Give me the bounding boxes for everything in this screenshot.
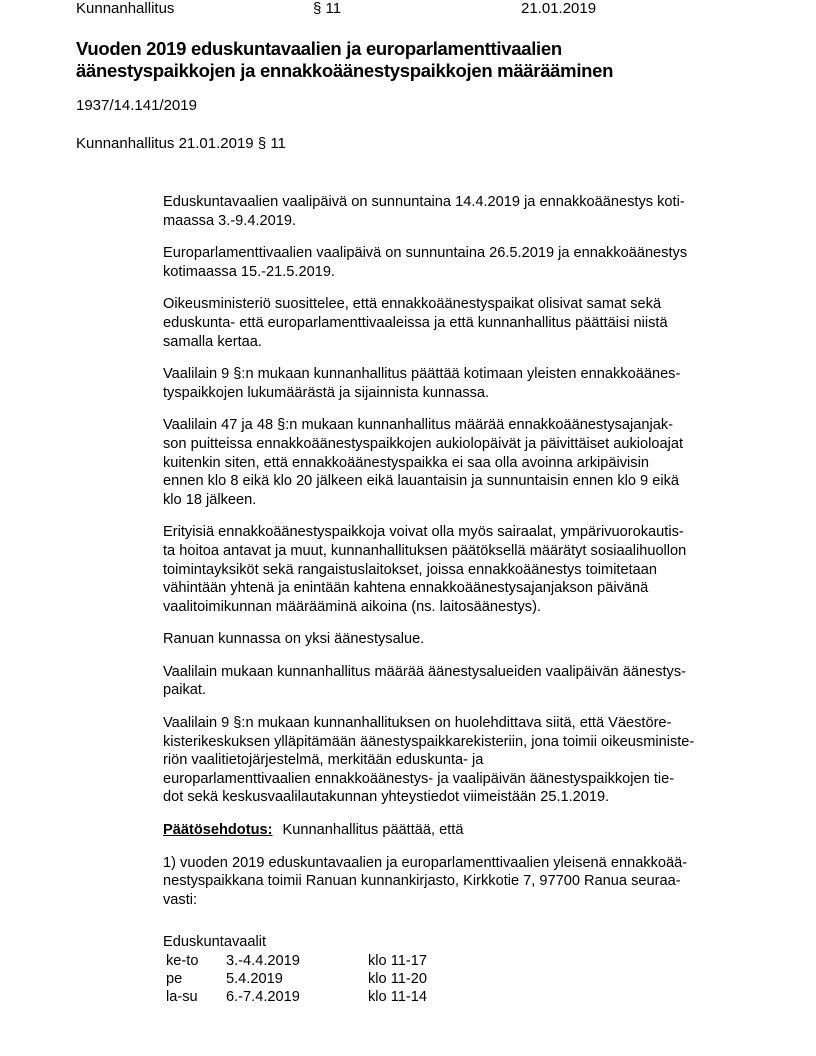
paragraph	[163, 630, 763, 649]
table-row	[163, 952, 427, 970]
paragraph-line: kotimaassa 15.-21.5.2019.	[163, 263, 335, 280]
item-line: vasti:	[163, 891, 198, 908]
paragraph-line: klo 18 jälkeen.	[163, 491, 257, 508]
header-date: 21.01.2019	[521, 0, 597, 17]
proposal-label: Päätösehdotus:	[163, 822, 273, 839]
dates: 3.-4.4.2019	[226, 953, 300, 969]
paragraph-line: Erityisiä ennakkoäänestyspaikkoja voivat olla myös sairaalat, ympärivuorokautis-	[163, 524, 684, 541]
paragraph-line: tyspaikkojen lukumäärästä ja sijainnista kunnassa.	[163, 384, 490, 401]
paragraph-line: ta hoitoa antavat ja muut, kunnanhallituksen päätöksellä määrätyt sosiaalihuollon	[163, 542, 687, 559]
paragraph-line: Ranuan kunnassa on yksi äänestysalue.	[163, 631, 425, 648]
proposal-text: Kunnanhallitus päättää, että	[282, 822, 464, 839]
hours: klo 11-20	[368, 971, 427, 987]
paragraph-line: Vaalilain mukaan kunnanhallitus määrää äänestysalueiden vaalipäivän äänestys-	[163, 663, 687, 680]
header-body: Kunnanhallitus	[76, 0, 175, 17]
paragraph	[163, 714, 763, 807]
item-1	[163, 854, 763, 910]
paragraph-line: vähintään yhtenä ja enintään kahtena ennakkoäänestysajanjakson päivänä	[163, 580, 649, 597]
paragraph-line: eduskunta- että europarlamenttivaaleissa ja että kunnanhallitus päättäisi niistä	[163, 314, 668, 331]
days: pe	[166, 971, 183, 987]
table-row	[163, 970, 427, 988]
reference-number: 1937/14.141/2019	[76, 97, 197, 114]
paragraph-line: Europarlamenttivaalien vaalipäivä on sunnuntaina 26.5.2019 ja ennakkoäänestys	[163, 245, 688, 262]
paragraph-line: samalla kertaa.	[163, 333, 262, 350]
table-row	[163, 988, 427, 1006]
paragraph-line: Eduskuntavaalien vaalipäivä on sunnuntaina 14.4.2019 ja ennakkoäänestys koti-	[163, 194, 685, 210]
paragraph-line: Vaalilain 9 §:n mukaan kunnanhallituksen on huolehdittava siitä, että Väestöre-	[163, 715, 672, 732]
paragraph-line: Oikeusministeriö suosittelee, että ennakkoäänestyspaikat olisivat samat sekä	[163, 296, 662, 313]
dates: 6.-7.4.2019	[226, 989, 300, 1005]
paragraph-line: maassa 3.-9.4.2019.	[163, 212, 297, 229]
hours: klo 11-17	[368, 953, 427, 969]
days: ke-to	[166, 953, 199, 969]
item-line: nestyspaikkana toimii Ranuan kunnankirjasto, Kirkkotie 7, 97700 Ranua seuraa-	[163, 873, 681, 890]
paragraph	[163, 365, 763, 402]
paragraph-line: ennen klo 8 eikä klo 20 jälkeen eikä lauantaisin ja sunnuntaisin ennen klo 9 eikä	[163, 473, 680, 490]
paragraph-line: Vaalilain 9 §:n mukaan kunnanhallitus päättää kotimaan yleisten ennakkoäänes-	[163, 366, 681, 383]
dates: 5.4.2019	[226, 971, 283, 987]
paragraph-line: toimintayksiköt sekä rangaistuslaitokset, joissa ennakkoäänestys toimitetaan	[163, 561, 658, 578]
schedule-heading: Eduskuntavaalit	[163, 934, 267, 951]
paragraph-line: vaalitoimikunnan määrääminä aikoina (ns. laitosäänestys).	[163, 598, 542, 615]
paragraph	[163, 244, 763, 281]
title-line: äänestyspaikkojen ja ennakkoäänestyspaikkojen määrääminen	[76, 60, 614, 81]
paragraph-line: son puitteissa ennakkoäänestyspaikkojen aukiolopäivät ja päivittäiset aukioloajat	[163, 435, 684, 452]
item-line: 1) vuoden 2019 eduskuntavaalien ja europarlamenttivaalien yleisenä ennakkoää-	[163, 854, 688, 871]
paragraph-line: dot sekä keskusvaalilautakunnan yhteystiedot viimeistään 25.1.2019.	[163, 789, 610, 806]
proposal	[163, 821, 763, 840]
paragraph-line: kisterikeskuksen ylläpitämään äänestyspaikkarekisteriin, jona toimii oikeusministe-	[163, 733, 695, 750]
document-body	[163, 193, 763, 1006]
header-section: § 11	[313, 0, 342, 17]
page-title	[76, 38, 613, 82]
title-line: Vuoden 2019 eduskuntavaalien ja europarlamenttivaalien	[76, 38, 562, 59]
paragraph-line: riön vaalitietojärjestelmä, merkitään eduskunta- ja	[163, 752, 484, 769]
paragraph	[163, 295, 763, 351]
paragraph-line: Vaalilain 47 ja 48 §:n mukaan kunnanhallitus määrää ennakkoäänestysajanjak-	[163, 417, 674, 434]
paragraph-line: paikat.	[163, 682, 206, 699]
paragraph	[163, 523, 763, 616]
paragraph	[163, 193, 763, 230]
days: la-su	[166, 989, 198, 1005]
schedule-table	[163, 952, 427, 1006]
paragraph-line: europarlamenttivaalien ennakkoäänestys- ja vaalipäivän äänestyspaikkojen tie-	[163, 770, 675, 787]
meeting-line: Kunnanhallitus 21.01.2019 § 11	[76, 135, 286, 152]
paragraph-line: kuitenkin siten, että ennakkoäänestyspaikka ei saa olla avoinna arkipäivisin	[163, 454, 649, 471]
paragraph	[163, 416, 763, 509]
hours: klo 11-14	[368, 989, 427, 1005]
paragraph	[163, 663, 763, 700]
